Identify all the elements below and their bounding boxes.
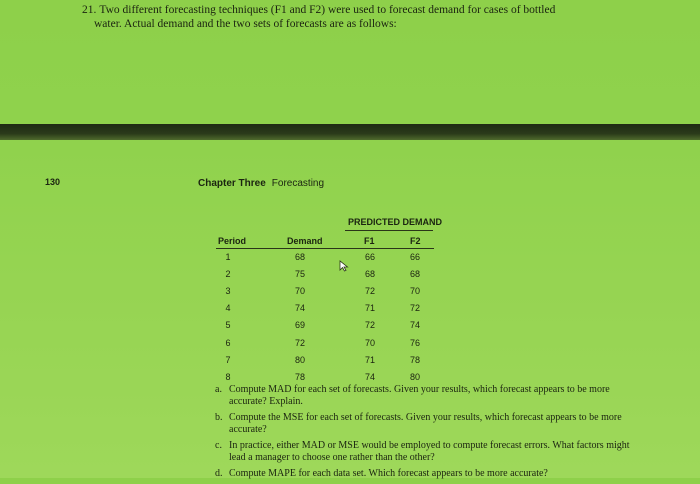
page-gap-band	[0, 124, 700, 140]
table-cell: 74	[409, 320, 420, 331]
table-cell: 66	[409, 252, 420, 262]
question-label: d.	[215, 468, 223, 479]
table-cell: 2	[225, 269, 231, 280]
question-text: Compute the MSE for each set of forecasts. Given your results, which forecast appears to be more accurate?	[229, 412, 622, 435]
chapter-title: Forecasting	[271, 178, 325, 189]
table-cell: 72	[409, 303, 420, 314]
table-cell: 75	[294, 269, 305, 280]
table-cell: 72	[294, 337, 305, 348]
question-d	[215, 468, 635, 480]
question-b	[215, 412, 635, 436]
table-cell: 68	[409, 269, 420, 280]
problem-statement	[82, 3, 642, 31]
table-cell: 72	[364, 320, 375, 331]
table-cell: 80	[409, 371, 420, 382]
table-cell: 4	[225, 303, 231, 314]
table-cell: 78	[294, 371, 305, 382]
question-label: a.	[215, 384, 222, 395]
table-cell: 78	[409, 354, 420, 365]
table-cell: 7	[225, 354, 231, 365]
col-header-demand: Demand	[287, 236, 323, 246]
table-cell: 8	[225, 371, 231, 382]
table-cell: 71	[364, 303, 375, 314]
header-rule	[216, 248, 434, 249]
table-cell: 6	[225, 337, 231, 348]
problem-line-1: Two different forecasting techniques (F1 and F2) were used to forecast demand for cases of bottled	[99, 4, 556, 16]
problem-line-2: water. Actual demand and the two sets of forecasts are as follows:	[94, 18, 397, 30]
chapter-heading	[198, 178, 324, 189]
question-text: In practice, either MAD or MSE would be employed to compute forecast errors. What factors might lead a manager to choose one rather than the other?	[229, 440, 630, 463]
question-label: c.	[215, 440, 222, 451]
question-text: Compute MAD for each set of forecasts. Given your results, which forecast appears to be more accurate? Explain.	[229, 384, 610, 407]
table-cell: 74	[294, 303, 305, 314]
col-header-f1: F1	[364, 236, 375, 246]
problem-number: 21.	[82, 4, 97, 16]
question-list	[215, 384, 635, 484]
table-cell: 70	[364, 337, 375, 348]
question-label: b.	[215, 412, 223, 423]
col-header-period: Period	[218, 236, 247, 246]
page-number: 130	[45, 177, 61, 187]
table-cell: 70	[294, 286, 305, 297]
table-cell: 71	[364, 354, 375, 365]
table-cell: 76	[409, 337, 420, 348]
table-cell: 1	[225, 252, 231, 262]
chapter-label: Chapter Three	[198, 178, 266, 189]
table-cell: 74	[364, 371, 375, 382]
table-cell: 68	[364, 269, 375, 280]
question-c	[215, 440, 635, 464]
predicted-demand-header: PREDICTED DEMAND	[348, 217, 443, 227]
table-cell: 68	[294, 252, 305, 262]
table-cell: 66	[364, 252, 375, 262]
group-header-rule	[345, 230, 433, 231]
table-cell: 5	[225, 320, 231, 331]
question-a	[215, 384, 635, 408]
col-header-f2: F2	[410, 236, 421, 246]
table-cell: 3	[225, 286, 231, 297]
mouse-cursor-icon	[339, 260, 349, 272]
table-cell: 69	[294, 320, 305, 331]
table-cell: 70	[409, 286, 420, 297]
question-text: Compute MAPE for each data set. Which forecast appears to be more accurate?	[229, 468, 548, 479]
table-cell: 80	[294, 354, 305, 365]
table-cell: 72	[364, 286, 375, 297]
